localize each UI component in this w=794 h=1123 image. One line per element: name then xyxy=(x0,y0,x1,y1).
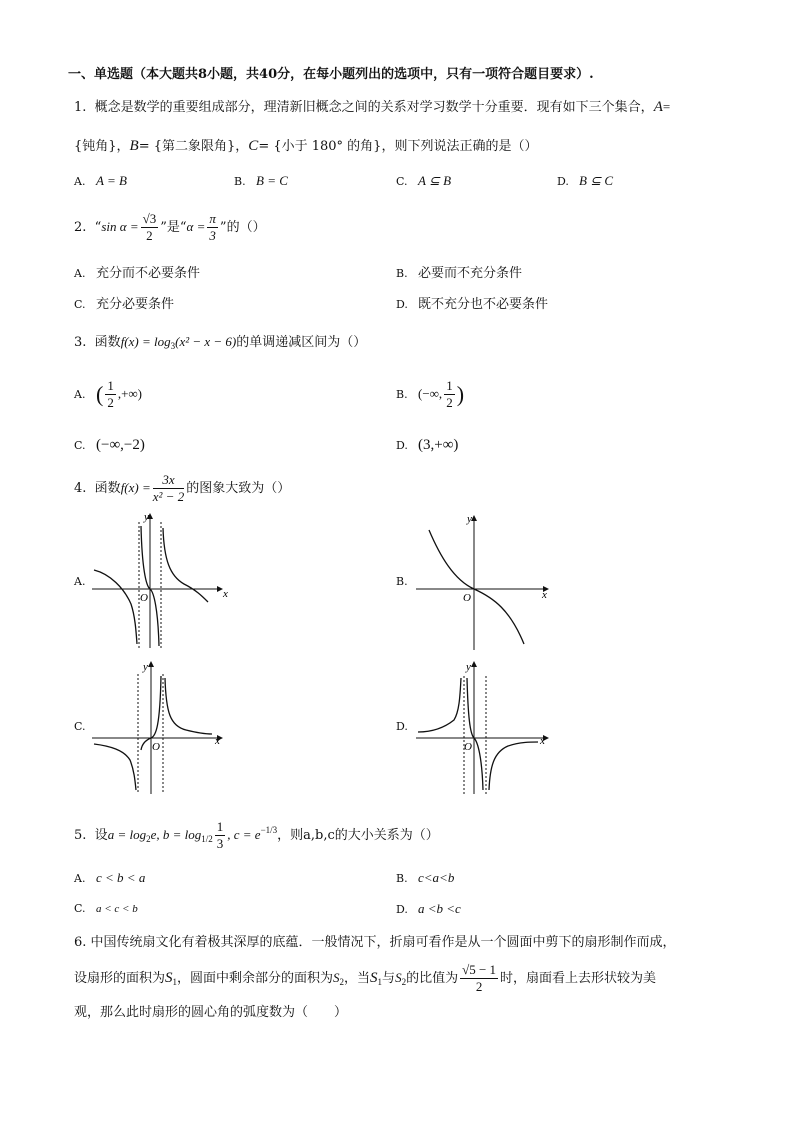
x-axis-label: x xyxy=(215,735,220,747)
equals-sign: = xyxy=(662,99,671,114)
alpha-expression: α = xyxy=(186,219,206,234)
log-base-half: 1/2 xyxy=(201,834,213,844)
origin-label: O xyxy=(463,592,471,604)
question-1-stem-line2 xyxy=(74,137,537,156)
question-5-stem: 5. 设$a = \log_2e$, $b = \log_{1/2}$ $\frac{1}{3}$ , $c = e^{-1/3}$，则a,b,c的大小关系为（） xyxy=(74,819,439,851)
y-axis-label: y xyxy=(144,511,149,523)
question-4-stem: 4. 函数f(x) = $\frac{3x}{\text{x² − 2}}$ 的图象大致为（） xyxy=(74,472,291,504)
graph-option-a[interactable] xyxy=(90,508,230,650)
q1-option-d[interactable]: D. B ⊆ C xyxy=(557,173,614,188)
curve-branch-right xyxy=(489,742,538,790)
function-expression: f(x) = xyxy=(120,480,151,495)
origin-label: O xyxy=(152,741,160,753)
log-argument: (x² − x − 6) xyxy=(175,334,237,349)
q1-option-a[interactable]: A. A = B xyxy=(74,173,127,188)
question-number: 5. xyxy=(74,828,87,843)
q2-option-b[interactable]: B. 必要而不充分条件 xyxy=(396,266,523,281)
graph-option-c[interactable] xyxy=(90,656,230,796)
q4-option-d-label[interactable]: D. xyxy=(396,720,408,733)
q2-option-c[interactable]: C. 充分必要条件 xyxy=(74,297,175,312)
question-6-line1: 6. 中国传统扇文化有着极其深厚的底蕴．一般情况下，折扇可看作是从一个圆面中剪下的扇形制作而成， xyxy=(74,935,676,950)
q3-option-b[interactable]: B. (−∞, $\frac{1}{2}$ ) xyxy=(396,378,465,410)
set-a-value: {钝角}， xyxy=(74,139,130,154)
x-axis-label: x xyxy=(223,588,228,600)
q5-option-d[interactable]: D. a <b <c xyxy=(396,901,461,916)
option-text: c<a<b xyxy=(418,870,455,885)
curve-branch-left xyxy=(94,744,136,790)
curve-branch-right xyxy=(163,528,208,602)
origin-label: O xyxy=(464,741,472,753)
graph-option-b[interactable] xyxy=(414,512,554,652)
exponent: −1/3 xyxy=(260,825,278,835)
question-number: 6. xyxy=(74,935,87,950)
graph-option-d[interactable] xyxy=(414,656,554,796)
q3-option-c[interactable]: C. (−∞,−2) xyxy=(74,437,145,453)
q5-option-c[interactable]: C. a < c < b xyxy=(74,902,138,915)
y-axis-label: y xyxy=(467,513,472,525)
option-text: c < b < a xyxy=(96,870,146,885)
log-function: f(x) = log xyxy=(120,334,171,349)
question-number: 4. xyxy=(74,481,87,496)
x-axis-label: x xyxy=(540,735,545,747)
option-text: 充分必要条件 xyxy=(96,297,175,312)
option-text: a < c < b xyxy=(96,903,138,915)
q5-option-a[interactable]: A. c < b < a xyxy=(74,870,146,885)
section-title: 一、单选题（本大题共8小题，共40分，在每小题列出的选项中，只有一项符合题目要求）. xyxy=(68,67,594,82)
question-6-line3: 观，那么此时扇形的圆心角的弧度数为（ ） xyxy=(74,1005,348,1020)
option-text: A ⊆ B xyxy=(418,173,452,188)
set-c-value: = {小于 180° 的角}，则下列说法正确的是（） xyxy=(258,139,538,154)
q2-option-a[interactable]: A. 充分而不必要条件 xyxy=(74,266,201,281)
curve-branch-left xyxy=(418,678,461,732)
q5-option-b[interactable]: B. c<a<b xyxy=(396,870,455,885)
question-number: 3. xyxy=(74,335,87,350)
fraction-3x-over-x2-2: $\frac{3x}{\text{x² − 2}}$ xyxy=(152,472,185,504)
question-3-stem: 3. 函数$f(x) = \log_3(x^2 - x - 6)$的单调递减区间为（） xyxy=(74,334,367,351)
q4-option-c-label[interactable]: C. xyxy=(74,720,86,733)
curve-branch-right xyxy=(165,678,212,734)
curve xyxy=(429,530,524,644)
option-text: 必要而不充分条件 xyxy=(418,266,523,281)
question-text: 概念是数学的重要组成部分，理清新旧概念之间的关系对学习数学十分重要．现有如下三个集合， xyxy=(94,100,654,115)
q1-option-c[interactable]: C. A ⊆ B xyxy=(396,173,452,188)
question-1-stem xyxy=(74,98,670,117)
question-6-line2: 设扇形的面积为$S_1$，圆面中剩余部分的面积为$S_2$，当$S_1$与$S_2$的比值为 $\frac{√5 - 1}{2}$ 时，扇面看上去形状较为美 xyxy=(74,962,657,994)
question-2-stem: 2. “sin α = $\frac{√3}{2}$ ”是“α = $\frac{\pi}{3}$ ”的（） xyxy=(74,211,266,243)
set-b-symbol: B xyxy=(129,138,139,154)
curve-branch-left xyxy=(94,570,137,644)
origin-label: O xyxy=(140,592,148,604)
q2-option-d[interactable]: D. 既不充分也不必要条件 xyxy=(396,297,549,312)
option-text: A = B xyxy=(96,173,127,188)
set-b-value: = {第二象限角}， xyxy=(138,139,249,154)
q3-option-a[interactable]: A. ( $\frac{1}{2}$ ,+∞) xyxy=(74,378,143,410)
fraction-pi-over-3: $\frac{\pi}{3}$ xyxy=(209,211,216,243)
x-axis-label: x xyxy=(542,589,547,601)
q4-option-a-label[interactable]: A. xyxy=(74,575,86,588)
log-base: 3 xyxy=(170,341,176,351)
option-text: (−∞,−2) xyxy=(96,437,145,453)
option-text: 既不充分也不必要条件 xyxy=(418,297,549,312)
option-text: (3,+∞) xyxy=(418,437,459,453)
option-text: 充分而不必要条件 xyxy=(96,266,201,281)
question-number: 1. xyxy=(74,100,87,115)
fraction-sqrt5-minus-1-over-2: $\frac{√5 - 1}{2}$ xyxy=(462,962,497,994)
sin-expression: sin α = xyxy=(101,219,139,234)
q3-option-d[interactable]: D. (3,+∞) xyxy=(396,437,459,453)
curve-branch-middle xyxy=(467,678,483,790)
y-axis-label: y xyxy=(466,661,471,673)
q4-option-b-label[interactable]: B. xyxy=(396,575,408,588)
y-axis-label: y xyxy=(143,661,148,673)
q1-option-b[interactable]: B. B = C xyxy=(234,173,288,188)
fraction-sqrt3-over-2: $\frac{√3}{2}$ xyxy=(142,211,157,243)
set-a-symbol: A xyxy=(653,99,663,115)
question-number: 2. xyxy=(74,220,87,235)
option-text: B = C xyxy=(256,173,288,188)
option-text: B ⊆ C xyxy=(579,173,614,188)
option-text: a <b <c xyxy=(418,901,461,916)
set-c-symbol: C xyxy=(248,138,259,154)
